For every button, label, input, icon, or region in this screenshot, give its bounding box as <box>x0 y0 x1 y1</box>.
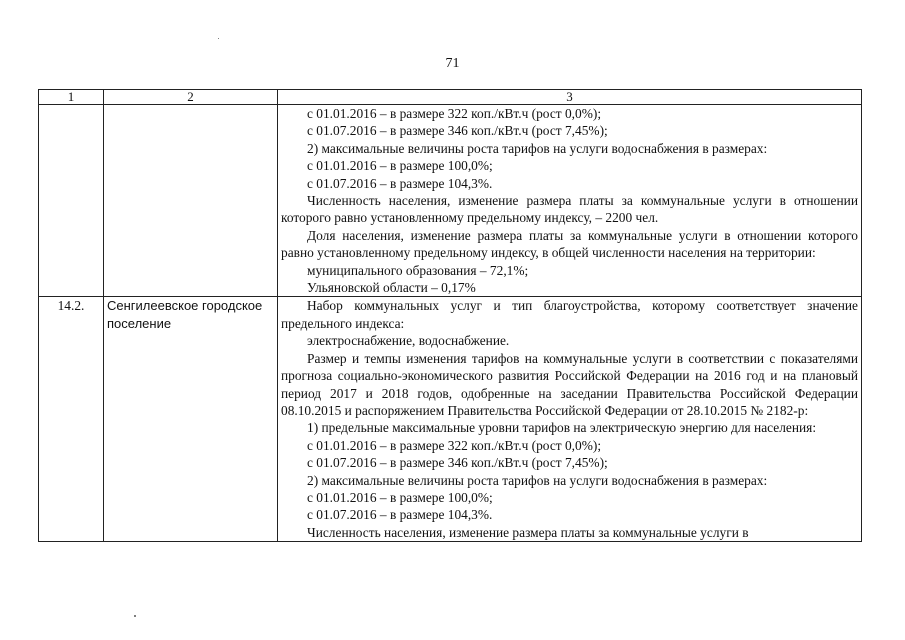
header-col-2: 2 <box>104 90 278 105</box>
content-line: с 01.01.2016 – в размере 100,0%; <box>307 489 493 505</box>
content-line: муниципального образования – 72,1%; <box>307 262 529 278</box>
tariff-content-cell <box>278 105 862 297</box>
page-number: 71 <box>445 56 460 71</box>
table-header-row <box>39 90 862 105</box>
settlement-name-cell <box>104 105 278 297</box>
tariff-table <box>38 89 862 542</box>
content-paragraph: 1) предельные максимальные уровни тарифов на электрическую энергию для населения: <box>307 420 817 436</box>
content-line: с 01.01.2016 – в размере 100,0%; <box>307 158 493 174</box>
content-line: с 01.01.2016 – в размере 322 коп./кВт.ч (рост 0,0%); <box>307 106 602 121</box>
content-line: с 01.07.2016 – в размере 104,3%. <box>307 175 493 191</box>
settlement-name-line: поселение <box>107 315 172 331</box>
content-line: электроснабжение, водоснабжение. <box>307 333 510 349</box>
scan-speck <box>134 615 136 617</box>
content-line: с 01.01.2016 – в размере 322 коп./кВт.ч (рост 0,0%); <box>307 437 602 453</box>
content-paragraph: Размер и темпы изменения тарифов на коммунальные услуги в соответствии с показателями прогноза социально-экономического развития Российской Федерации на 2016 год и на плановый период 2017 и 2018 годов, одобренные на заседании Правительства Российской Федерации 08.10.2015 и распоряжением Правительства Российской Федерации от 28.10.2015 № 2182-р: <box>281 350 858 418</box>
row-number-cell <box>39 105 104 297</box>
content-line: с 01.07.2016 – в размере 346 коп./кВт.ч (рост 7,45%); <box>307 123 608 139</box>
content-line: Ульяновской области – 0,17% <box>307 280 476 296</box>
settlement-name-line: Сенгилеевское городское <box>107 298 263 314</box>
content-paragraph: Набор коммунальных услуг и тип благоустройства, которому соответствует значение предельного индекса: <box>281 298 858 331</box>
content-line: 2) максимальные величины роста тарифов на услуги водоснабжения в размерах: <box>307 140 768 156</box>
content-paragraph: Доля населения, изменение размера платы за коммунальные услуги в отношении которого равно установленному предельному индексу, в общей численности населения на территории: <box>281 227 858 261</box>
content-line: с 01.07.2016 – в размере 104,3%. <box>307 507 493 523</box>
table-row-continued <box>39 105 862 297</box>
tariff-content-cell <box>278 297 862 542</box>
settlement-name-cell <box>104 297 278 542</box>
scan-speck <box>218 38 219 39</box>
content-paragraph: Численность населения, изменение размера платы за коммунальные услуги в отношении которого равно установленному предельному индексу, – 2200 чел. <box>281 193 858 226</box>
table-row-14-2 <box>39 297 862 542</box>
content-line: с 01.07.2016 – в размере 346 коп./кВт.ч (рост 7,45%); <box>307 455 608 471</box>
content-line: 2) максимальные величины роста тарифов на услуги водоснабжения в размерах: <box>307 472 768 488</box>
header-col-1: 1 <box>39 90 104 105</box>
row-number-cell: 14.2. <box>39 297 104 542</box>
content-paragraph: Численность населения, изменение размера платы за коммунальные услуги в <box>307 524 749 540</box>
header-col-3: 3 <box>278 90 862 105</box>
